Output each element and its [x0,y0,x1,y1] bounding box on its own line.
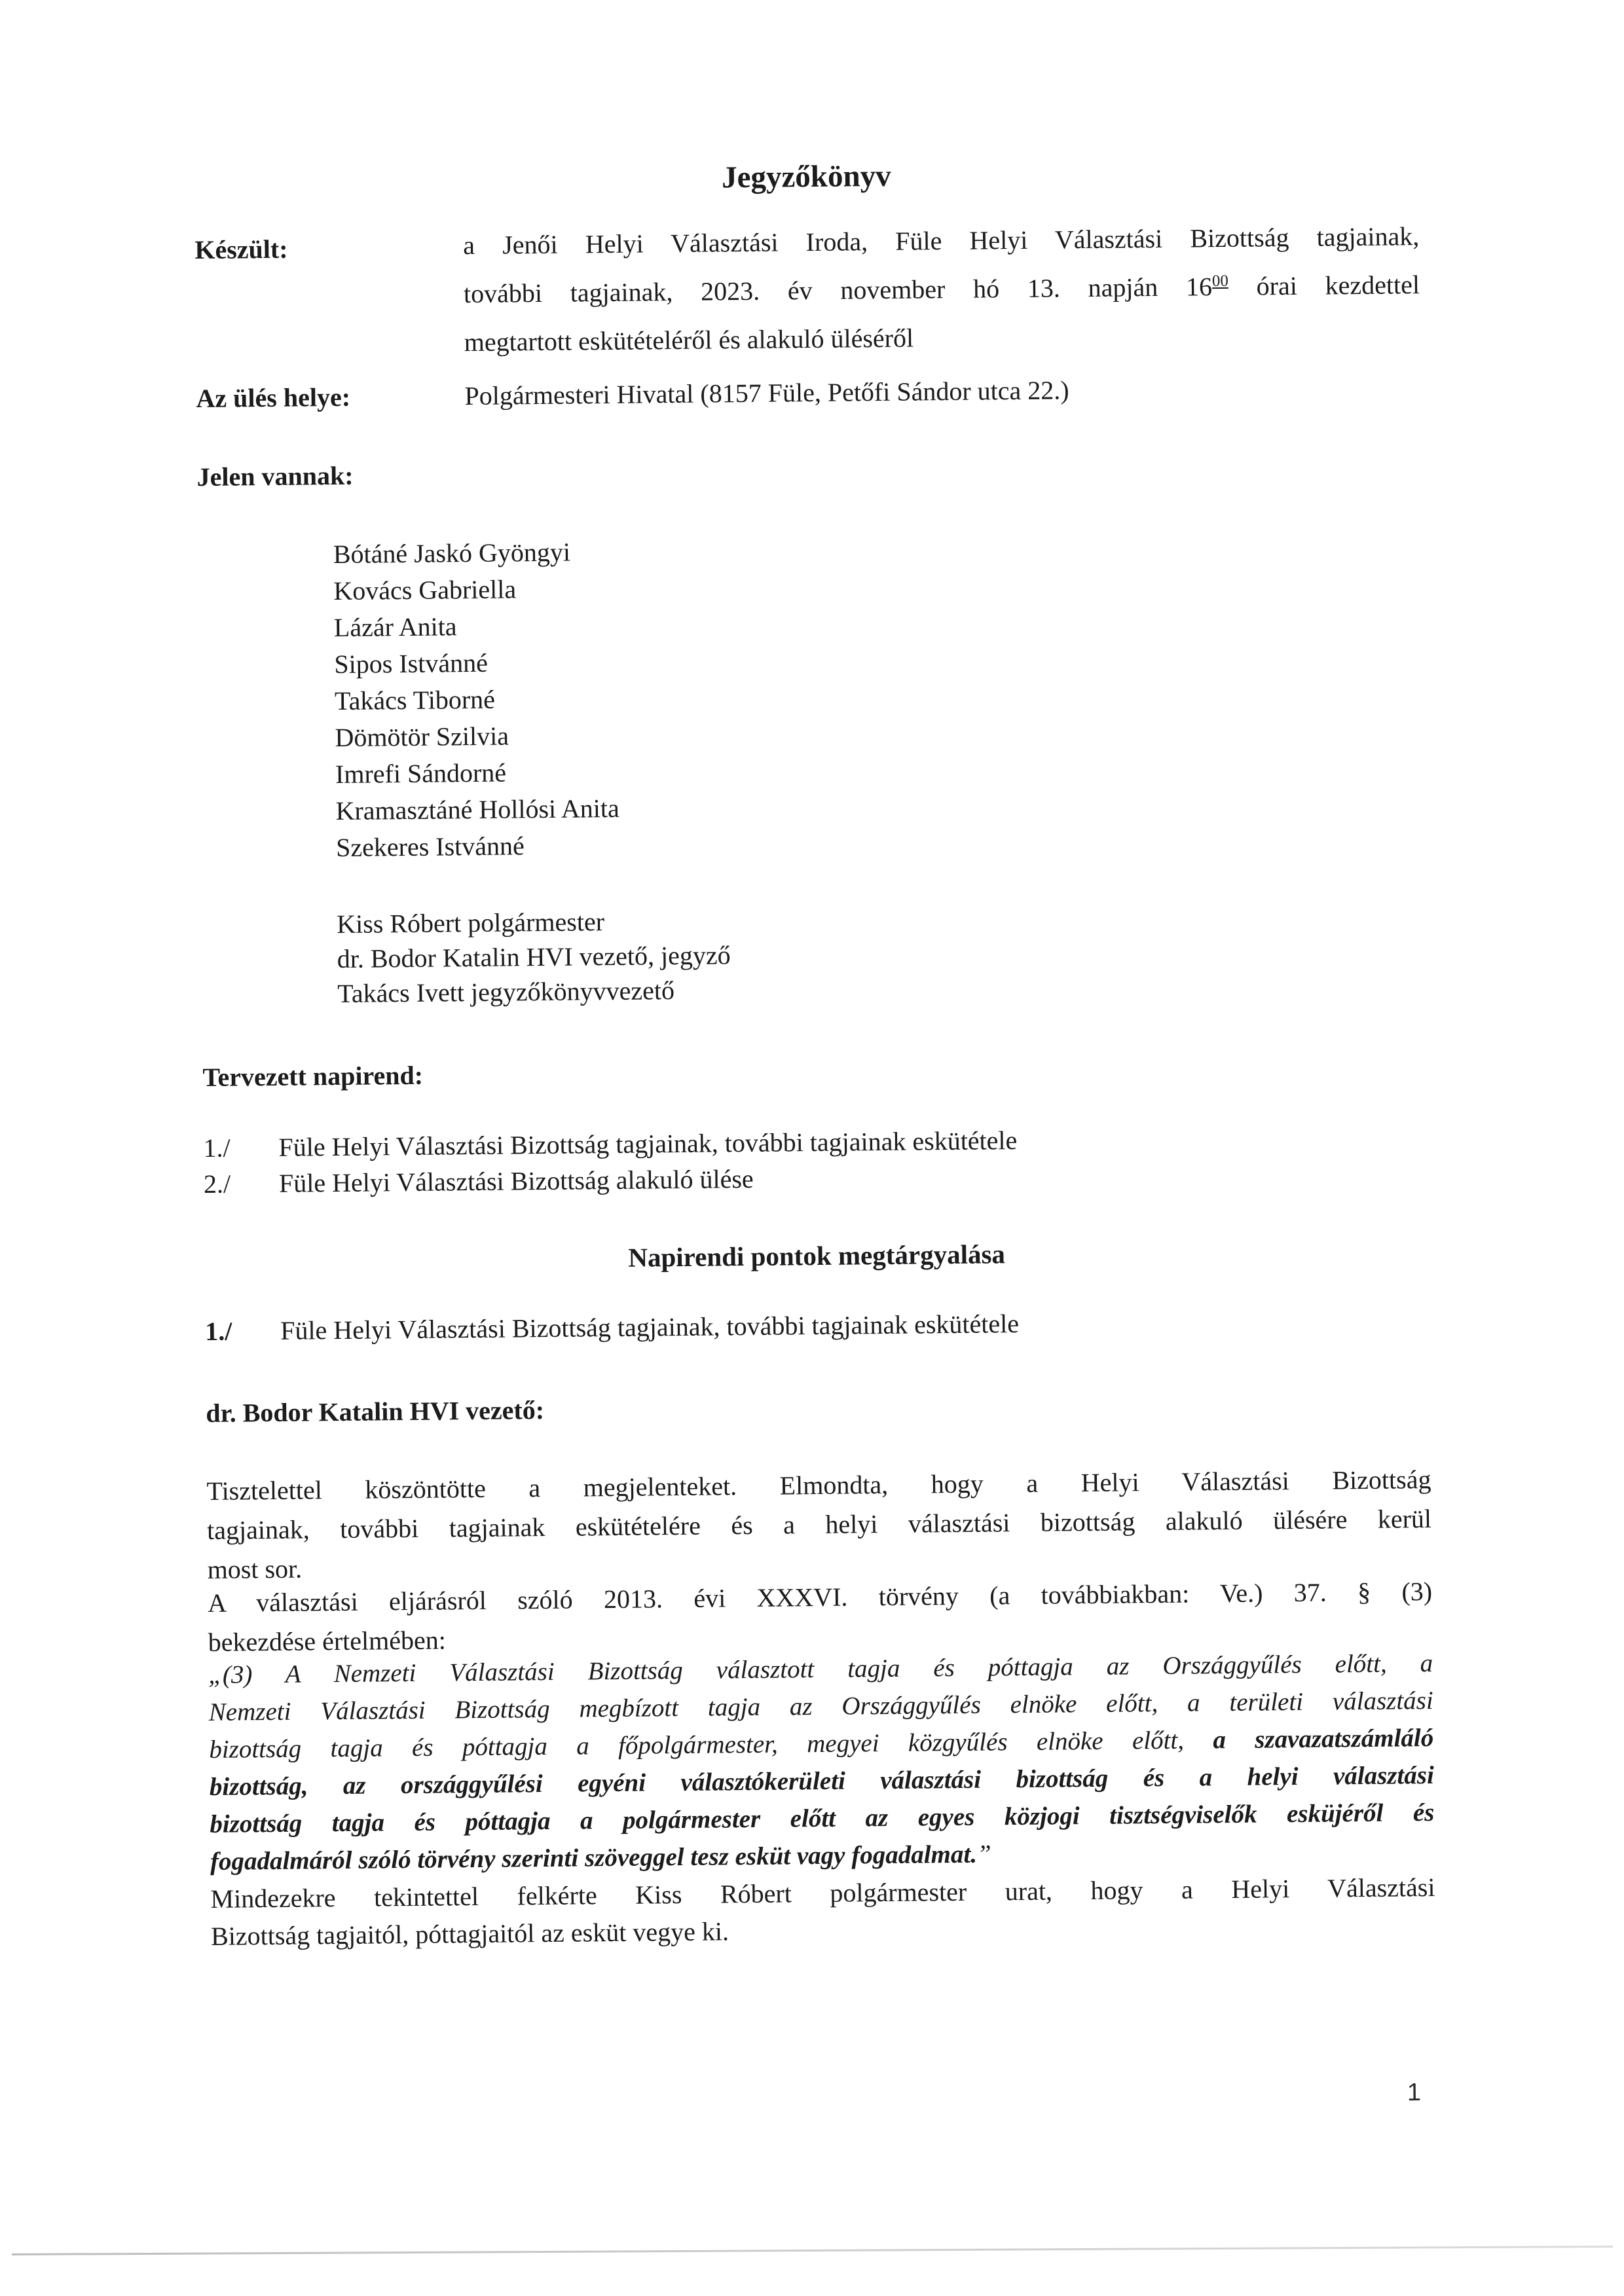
paragraph-closing [210,1868,1435,1955]
made-text-block [463,212,1420,367]
member-name: Lázár Anita [333,611,457,643]
present-officials-list [337,903,731,1011]
member-name: Imrefi Sándorné [335,757,507,790]
member-name: Kovács Gabriella [333,574,517,606]
paragraph-greeting [206,1460,1432,1590]
closing-quote-mark: ” [976,1840,991,1868]
paragraph-line: Bizottság tagjaitól, póttagjaitól az esküt vegye ki. [210,1916,729,1951]
paragraph-line: Mindezekre tekintettel felkérte Kiss Róbert polgármester urat, hogy a Helyi Választási [210,1872,1435,1914]
document-content [193,0,1439,2296]
paragraph-line: bekezdése értelmében: [208,1625,447,1657]
discussion-heading: Napirendi pontok megtárgyalása [628,1239,1006,1273]
quote-line: „(3) A Nemzeti Választási Bizottság választott tagja és póttagja az Országgyűlés előtt, a [208,1649,1433,1689]
present-members-list [333,534,620,866]
made-line-2-tail: órai kezdettel [1228,270,1420,301]
document-title: Jegyzőkönyv [721,158,891,195]
paragraph-line: A választási eljárásról szóló 2013. évi XXXVI. törvény (a továbbiakban: Ve.) 37. § (3) [207,1576,1433,1618]
quote-line-normal-part: bizottság tagja és póttagja a főpolgármester, megyei közgyűlés elnöke előtt, [209,1726,1213,1764]
agenda-item-number: 1./ [203,1133,231,1163]
quote-line: bizottság tagja és póttagja a polgármester előtt az egyes közjogi tisztségviselők esküjéről és [210,1798,1435,1838]
made-line-3: megtartott eskütételéről és alakuló üléséről [464,323,914,357]
agenda-item-text: Füle Helyi Választási Bizottság alakuló ülése [278,1163,754,1198]
quote-line: bizottság, az országgyűlési egyéni választókerületi választási bizottság és a helyi választási [209,1761,1435,1801]
present-label: Jelen vannak: [196,460,354,492]
law-quote-block [208,1645,1435,1880]
paragraph-line: Tisztelettel köszöntötte a megjelenteket. Elmondta, hogy a Helyi Választási Bizottság [206,1465,1431,1506]
member-name: Kramasztáné Hollósi Anita [335,793,620,826]
discussion-item-number: 1./ [204,1316,232,1346]
made-label: Készült: [194,234,288,265]
made-line-1: a Jenői Helyi Választási Iroda, Füle Helyi Választási Bizottság tagjainak, [463,221,1420,261]
paragraph-line: tagjainak, további tagjainak eskütételére és a helyi választási bizottság alakuló ülésére kerül [206,1504,1432,1545]
page-number: 1 [1407,2079,1422,2107]
made-line-2-head: további tagjainak, 2023. év november hó 13. napján 16 [463,272,1213,309]
member-name: Dömötör Szilvia [335,721,509,753]
quote-line: Nemzeti Választási Bizottság megbízott tagja az Országgyűlés elnöke előtt, a területi választási [208,1686,1433,1726]
member-name: Bótáné Jaskó Gyöngyi [333,537,571,570]
official-name: dr. Bodor Katalin HVI vezető, jegyző [337,940,731,974]
agenda-label: Tervezett napirend: [202,1060,424,1093]
venue-value: Polgármesteri Hivatal (8157 Füle, Petőfi Sándor utca 22.) [464,375,1069,411]
discussion-item-text: Füle Helyi Választási Bizottság tagjainak, további tagjainak eskütétele [280,1309,1020,1345]
agenda-list [203,1118,1428,1202]
member-name: Sipos Istvánné [334,647,489,680]
speaker-name: dr. Bodor Katalin HVI vezető: [206,1395,545,1428]
made-line-2 [464,261,1420,318]
member-name: Szekeres Istvánné [335,831,525,863]
paragraph-line: most sor. [207,1554,303,1584]
venue-label: Az ülés helye: [196,382,351,414]
quote-line-bold-part: a szavazatszámláló [1213,1724,1434,1755]
agenda-item-text: Füle Helyi Választási Bizottság tagjainak, további tagjainak eskütétele [278,1125,1018,1162]
member-name: Takács Tiborné [334,684,496,716]
quote-line-bold-part: fogadalmáról szóló törvény szerinti szöveggel tesz esküt vagy fogadalmat. [210,1840,978,1876]
official-name: Takács Ivett jegyzőkönyvvezető [337,975,675,1009]
agenda-item-number: 2./ [203,1169,231,1199]
official-name: Kiss Róbert polgármester [337,907,605,939]
discussion-item-1 [205,1302,1430,1349]
start-time-superscript: 00 [1211,272,1228,290]
